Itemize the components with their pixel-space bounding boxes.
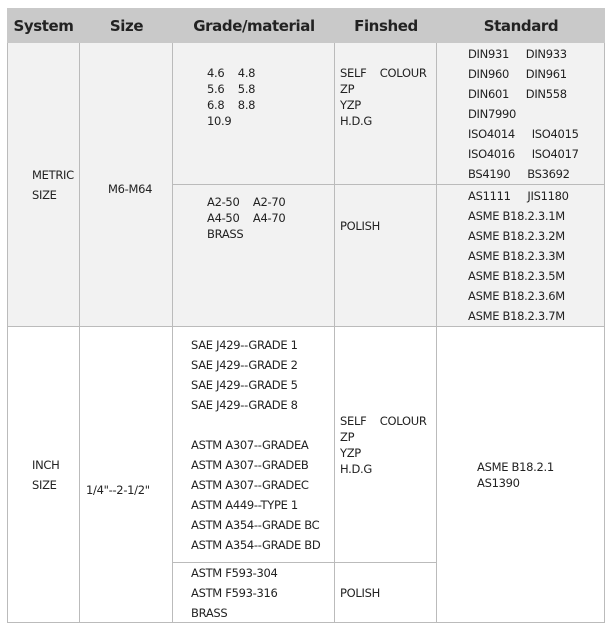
text: YZP — [340, 445, 361, 460]
text: H.D.G — [340, 114, 373, 128]
text: ISO4016 ISO4017 — [468, 146, 579, 161]
text: SIZE — [32, 187, 57, 202]
inch-standard — [437, 327, 605, 623]
text: ASME B18.2.3.3M — [468, 248, 565, 263]
inch-finish-steel — [335, 327, 437, 563]
text: DIN931 DIN933 — [468, 46, 567, 61]
text: ASTM A307--GRADEA — [191, 437, 309, 452]
text: SIZE — [32, 477, 57, 492]
text: ZP — [340, 82, 355, 96]
header-grade: Grade/material — [173, 8, 335, 43]
text: SAE J429--GRADE 1 — [191, 337, 298, 352]
text: DIN7990 — [468, 106, 517, 121]
text: AS1111 JIS1180 — [468, 188, 569, 203]
text: SAE J429--GRADE 8 — [191, 397, 298, 412]
text: ASTM A354--GRADE BD — [191, 537, 321, 552]
metric-standard-asme — [437, 185, 605, 327]
metric-finish-stainless: POLISH — [335, 185, 437, 327]
inch-finish-stainless: POLISH — [335, 563, 437, 623]
metric-system — [7, 43, 80, 327]
text: BS4190 BS3692 — [468, 166, 570, 181]
text: BRASS — [191, 605, 228, 620]
text: AS1390 — [477, 475, 520, 490]
text: 5.6 5.8 — [207, 82, 256, 96]
metric-standard-steel — [437, 43, 605, 185]
text: ASME B18.2.3.1M — [468, 208, 565, 223]
text — [191, 415, 334, 435]
header-finished: Finshed — [335, 8, 437, 43]
text: DIN960 DIN961 — [468, 66, 567, 81]
text: 4.6 4.8 — [207, 66, 256, 80]
metric-finish-steel — [335, 43, 437, 185]
text: METRIC — [32, 167, 74, 182]
text: SELF COLOUR — [340, 66, 427, 80]
header-standard: Standard — [437, 8, 605, 43]
text: BRASS — [207, 227, 244, 241]
header-size: Size — [80, 8, 173, 43]
inch-grade-stainless — [173, 563, 335, 623]
text: 6.8 8.8 — [207, 98, 256, 112]
header-system: System — [7, 8, 80, 43]
text: SAE J429--GRADE 5 — [191, 377, 298, 392]
text: ASTM A449--TYPE 1 — [191, 497, 298, 512]
text: ASTM A307--GRADEB — [191, 457, 309, 472]
text: ASME B18.2.3.6M — [468, 288, 565, 303]
text: 10.9 — [207, 114, 232, 128]
text: A4-50 A4-70 — [207, 211, 286, 225]
text: A2-50 A2-70 — [207, 195, 286, 209]
inch-grade-steel — [173, 327, 335, 563]
text: ASME B18.2.3.5M — [468, 268, 565, 283]
inch-system — [7, 327, 80, 623]
metric-size: M6-M64 — [80, 43, 173, 327]
text: H.D.G — [340, 461, 373, 476]
text: ASME B18.2.3.2M — [468, 228, 565, 243]
text: INCH — [32, 457, 60, 472]
text: SAE J429--GRADE 2 — [191, 357, 298, 372]
inch-size: 1/4"--2-1/2" — [80, 327, 173, 623]
metric-grade-stainless — [173, 185, 335, 327]
text: DIN601 DIN558 — [468, 86, 567, 101]
text: ZP — [340, 429, 355, 444]
text: ASTM F593-316 — [191, 585, 278, 600]
text: ASME B18.2.1 — [477, 459, 554, 474]
text: YZP — [340, 98, 361, 112]
text: ASME B18.2.3.7M — [468, 308, 565, 323]
metric-grade-steel — [173, 43, 335, 185]
text: ASTM A354--GRADE BC — [191, 517, 320, 532]
text: ASTM F593-304 — [191, 565, 278, 580]
text: ASTM A307--GRADEC — [191, 477, 309, 492]
text: ISO4014 ISO4015 — [468, 126, 579, 141]
text: SELF COLOUR — [340, 413, 427, 428]
